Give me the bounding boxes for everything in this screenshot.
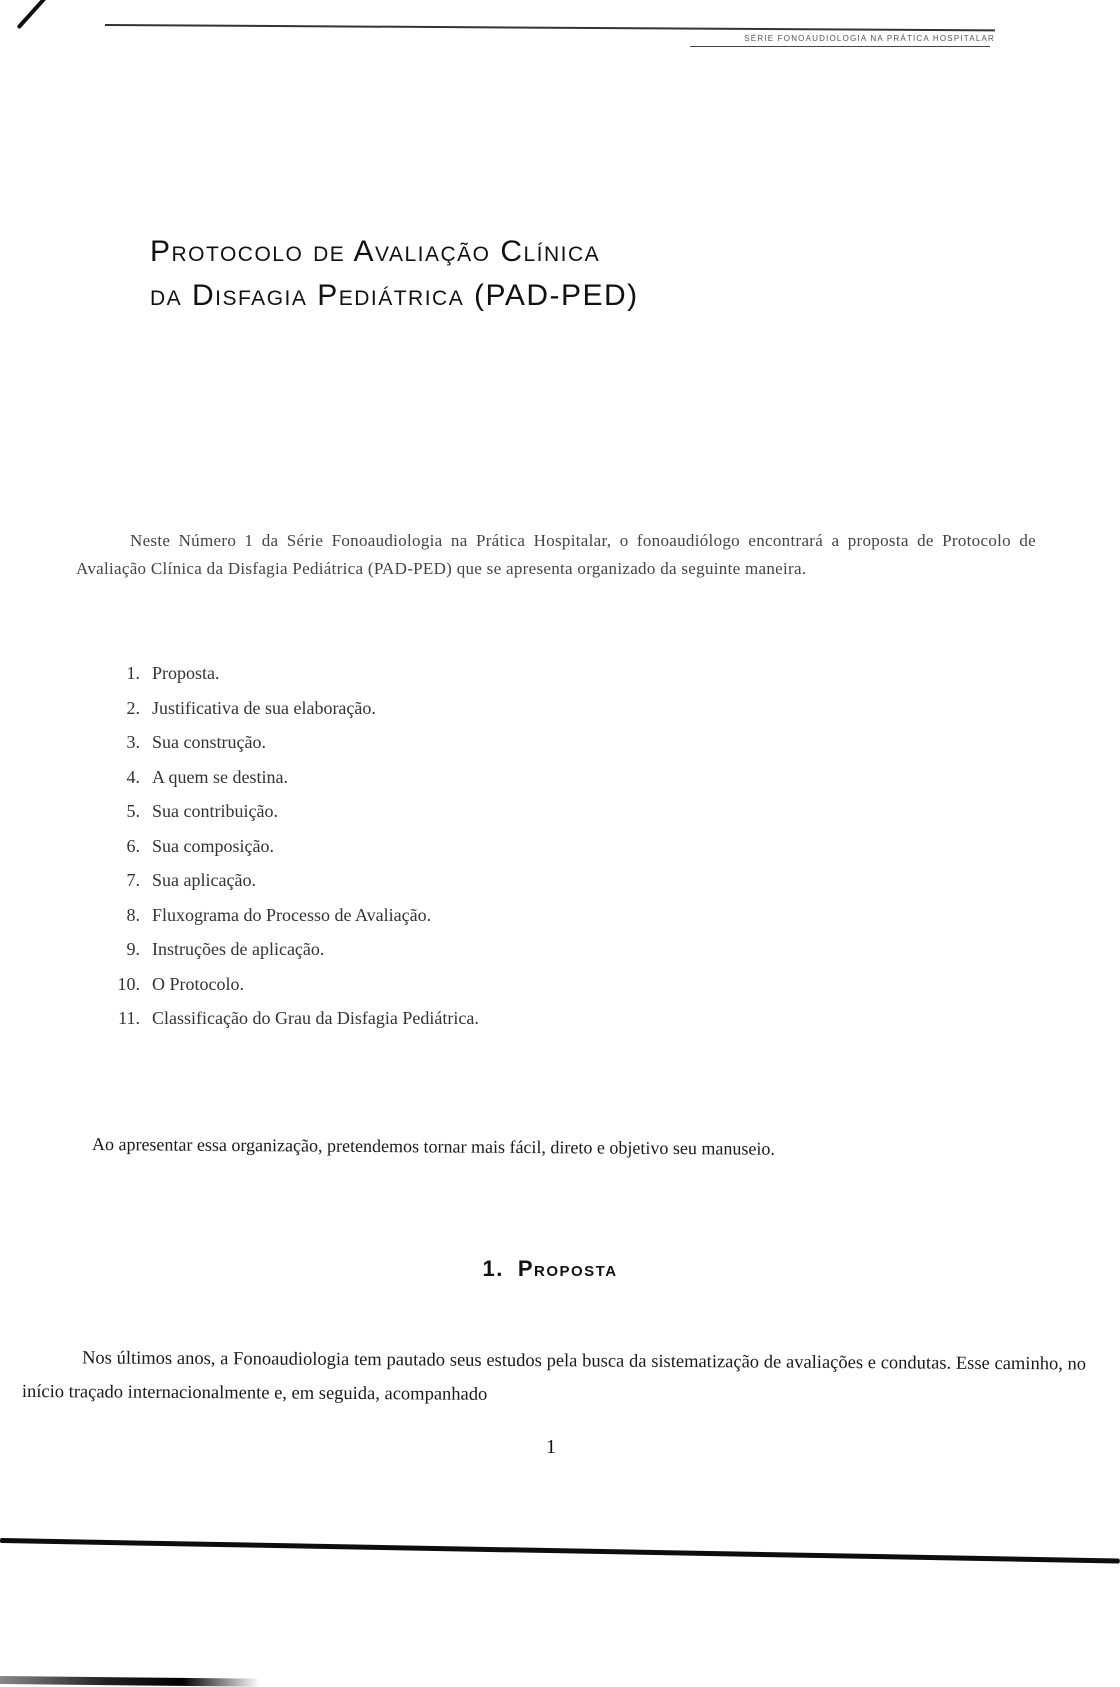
closing-paragraph: Ao apresentar essa organização, pretendemos tornar mais fácil, direto e objetivo seu manuseio. <box>91 1134 775 1159</box>
list-item: 8. Fluxograma do Processo de Avaliação. <box>126 904 432 925</box>
list-item: 3. Sua construção. <box>126 732 266 752</box>
running-header-rule <box>690 46 990 47</box>
list-item: 5. Sua contribuição. <box>126 801 278 821</box>
list-item: 6. Sua composição. <box>126 835 274 856</box>
title-line-1: Protocolo de Avaliação Clínica <box>150 235 601 269</box>
scan-bottom-edge <box>0 1676 260 1687</box>
list-item: 10. O Protocolo. <box>117 973 244 994</box>
list-item: 2. Justificativa de sua elaboração. <box>126 697 376 718</box>
list-item: 1. Proposta. <box>126 663 220 683</box>
title-line-2: da Disfagia Pediátrica (PAD-PED) <box>150 279 639 313</box>
scan-corner-mark <box>17 0 47 29</box>
running-header: SÉRIE FONOAUDIOLOGIA NA PRÁTICA HOSPITALAR <box>744 34 995 43</box>
page-title <box>150 230 970 318</box>
contents-list <box>100 656 479 1036</box>
list-item: 11. Classificação do Grau da Disfagia Pediátrica. <box>118 1008 479 1028</box>
list-item: 4. A quem se destina. <box>126 766 288 787</box>
section-number: 1. <box>482 1256 504 1282</box>
body-paragraph: Nos últimos anos, a Fonoaudiologia tem pautado seus estudos pela busca da sistematização de avaliações e condutas. Esse caminho, no início traçado internacionalmente e, em seguida, acompanhado <box>21 1347 1087 1405</box>
footer-rule <box>0 1538 1120 1564</box>
list-item: 7. Sua aplicação. <box>126 870 256 890</box>
section-title: Proposta <box>517 1256 618 1282</box>
list-item: 9. Instruções de aplicação. <box>126 939 325 959</box>
page-number: 1 <box>546 1436 556 1458</box>
header-rule <box>105 24 995 31</box>
intro-paragraph: Neste Número 1 da Série Fonoaudiologia na Prática Hospitalar, o fonoaudiólogo encontrará a proposta de Protocolo de Avaliação Clínica da Disfagia Pediátrica (PAD-PED) que se apresenta organizado da seguinte maneira. <box>76 531 1036 578</box>
section-heading <box>0 1256 1100 1282</box>
